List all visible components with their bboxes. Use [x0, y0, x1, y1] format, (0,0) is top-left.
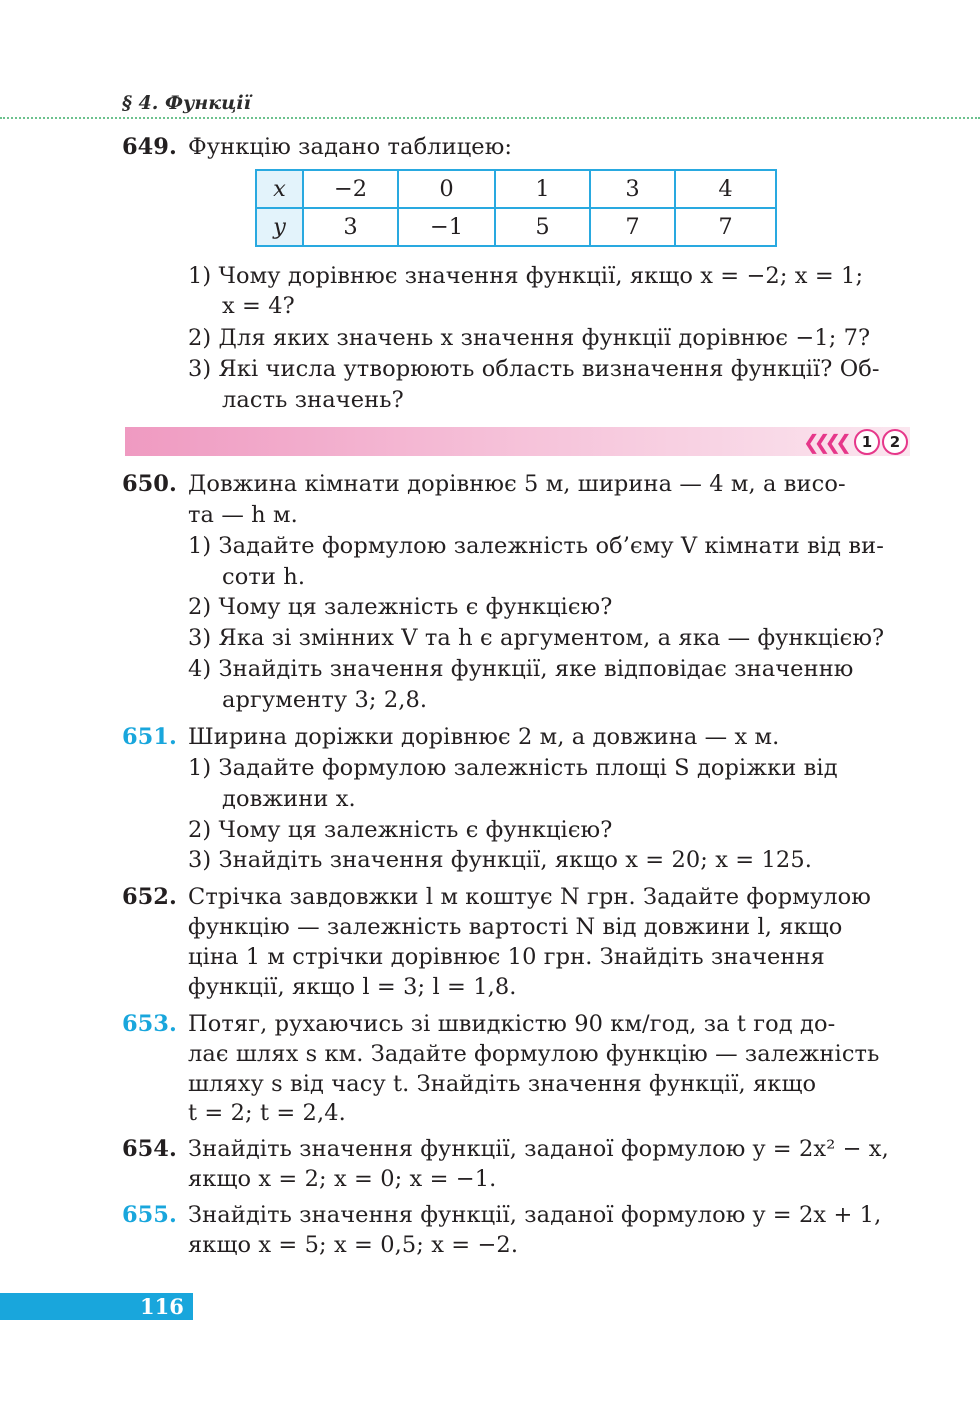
table-cell: −1 [398, 208, 495, 246]
problem-651-line: Ширина доріжки дорівнює 2 м, а довжина — x м. [188, 724, 780, 750]
table-cell: 7 [675, 208, 776, 246]
problem-653-line: шляху s від часу t. Знайдіть значення функції, якщо [188, 1071, 817, 1097]
problem-652-line: функцію — залежність вартості N від довжини l, якщо [188, 914, 843, 940]
problem-650-q4-cont: аргументу 3; 2,8. [222, 687, 428, 713]
difficulty-marker [803, 428, 908, 456]
problem-652-line: функції, якщо l = 3; l = 1,8. [188, 974, 517, 1000]
problem-652-number: 652. [122, 884, 177, 910]
problem-650-q3: 3) Яка зі змінних V та h є аргументом, а яка — функцією? [188, 625, 885, 651]
table-cell: 4 [675, 170, 776, 208]
problem-654-line: Знайдіть значення функції, заданої формулою y = 2x² − x, [188, 1136, 889, 1162]
problem-651-number: 651. [122, 724, 177, 750]
table-header-x: x [256, 170, 303, 208]
problem-650-number: 650. [122, 471, 177, 497]
problem-649-q1: 1) Чому дорівнює значення функції, якщо x = −2; x = 1; [188, 263, 864, 289]
problem-650-q1-cont: соти h. [222, 564, 306, 590]
problem-649-statement: Функцію задано таблицею: [188, 134, 513, 160]
level-badge: 2 [882, 429, 908, 455]
problem-651-q3: 3) Знайдіть значення функції, якщо x = 20; x = 125. [188, 847, 812, 873]
problem-653-line: t = 2; t = 2,4. [188, 1100, 346, 1126]
problem-653-line: лає шлях s км. Задайте формулою функцію — залежність [188, 1041, 880, 1067]
problem-652-line: ціна 1 м стрічки дорівнює 10 грн. Знайдіть значення [188, 944, 825, 970]
problem-655-line: Знайдіть значення функції, заданої формулою y = 2x + 1, [188, 1202, 882, 1228]
problem-650-q4: 4) Знайдіть значення функції, яке відповідає значенню [188, 656, 854, 682]
chevrons-icon: ❮❮❮❮ [802, 430, 846, 454]
section-header: § 4. Функції [122, 92, 251, 114]
level-badge: 1 [854, 429, 880, 455]
problem-650-q2: 2) Чому ця залежність є функцією? [188, 594, 613, 620]
table-row-y [256, 208, 776, 246]
table-header-y: y [256, 208, 303, 246]
problem-653-number: 653. [122, 1011, 177, 1037]
table-cell: 0 [398, 170, 495, 208]
table-cell: 3 [303, 208, 398, 246]
problem-649-q2: 2) Для яких значень x значення функції дорівнює −1; 7? [188, 325, 871, 351]
difficulty-band [125, 427, 910, 456]
problem-649-q3-cont: ласть значень? [222, 387, 404, 413]
header-divider [0, 117, 980, 119]
table-cell: 3 [590, 170, 675, 208]
function-table [255, 169, 777, 247]
table-cell: 1 [495, 170, 590, 208]
problem-652-line: Стрічка завдовжки l м коштує N грн. Задайте формулою [188, 884, 871, 910]
problem-655-line: якщо x = 5; x = 0,5; x = −2. [188, 1232, 519, 1258]
problem-653-line: Потяг, рухаючись зі швидкістю 90 км/год, за t год до- [188, 1011, 836, 1037]
table-row-x [256, 170, 776, 208]
problem-650-line: Довжина кімнати дорівнює 5 м, ширина — 4 м, а висо- [188, 471, 846, 497]
problem-649-number: 649. [122, 134, 177, 160]
problem-654-line: якщо x = 2; x = 0; x = −1. [188, 1166, 497, 1192]
problem-650-line: та — h м. [188, 502, 298, 528]
problem-654-number: 654. [122, 1136, 177, 1162]
problem-649-q1-cont: x = 4? [222, 293, 295, 319]
problem-651-q2: 2) Чому ця залежність є функцією? [188, 817, 613, 843]
problem-651-q1-cont: довжини x. [222, 786, 356, 812]
table-cell: 7 [590, 208, 675, 246]
page-number: 116 [140, 1294, 184, 1319]
problem-649-q3: 3) Які числа утворюють область визначення функції? Об- [188, 356, 880, 382]
table-cell: −2 [303, 170, 398, 208]
problem-651-q1: 1) Задайте формулою залежність площі S доріжки від [188, 755, 838, 781]
problem-655-number: 655. [122, 1202, 177, 1228]
problem-650-q1: 1) Задайте формулою залежність об’єму V кімнати від ви- [188, 533, 884, 559]
table-cell: 5 [495, 208, 590, 246]
